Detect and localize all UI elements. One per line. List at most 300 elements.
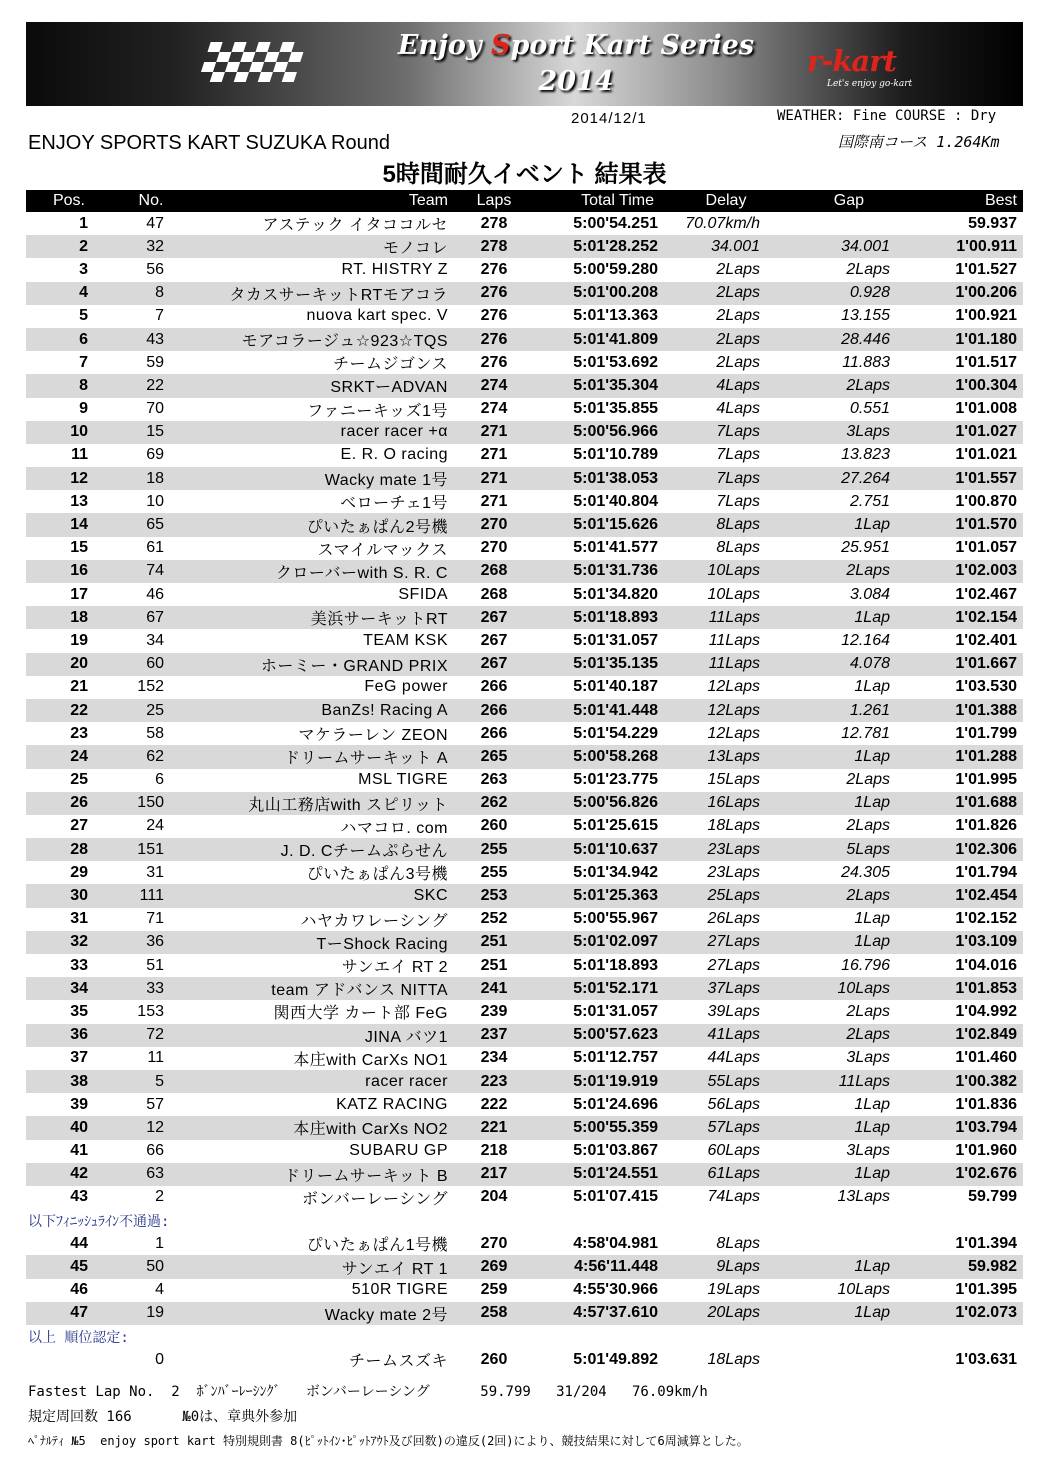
- table-row: [26, 583, 1023, 606]
- cell-gap: 2Laps: [846, 1002, 890, 1020]
- table-row: [26, 676, 1023, 699]
- cell-gap: 28.446: [790, 328, 894, 351]
- cell-pos: 26: [26, 792, 112, 815]
- cell-delay: 23Laps: [662, 838, 790, 861]
- cell-delay: 10Laps: [662, 560, 790, 583]
- cell-gap: 2Laps: [790, 560, 894, 583]
- cell-best: 1'01.667: [894, 653, 1023, 676]
- table-row: [26, 1000, 1023, 1023]
- cell-gap: 1.261: [790, 699, 894, 722]
- cell-team: モアコラージュ☆923☆TQS: [190, 328, 450, 351]
- cell-team: ボンバーレーシング: [301, 1190, 448, 1208]
- cell-time: 5:01'41.448: [538, 699, 662, 722]
- cell-best: 1'02.152: [955, 910, 1017, 928]
- cell-pos: 45: [26, 1255, 112, 1278]
- cell-gap: 3Laps: [790, 421, 894, 444]
- cell-team: SUBARU GP: [349, 1142, 448, 1160]
- results-table: [26, 190, 1023, 1371]
- col-header-laps: Laps: [450, 190, 538, 212]
- cell-team: ハヤカワレーシング: [300, 912, 448, 930]
- cell-time: 5:00'58.268: [538, 745, 662, 768]
- cell-gap: 2Laps: [790, 884, 894, 907]
- cell-best: 1'01.960: [955, 1142, 1017, 1160]
- cell-no: 5: [112, 1070, 190, 1093]
- col-header-gap: Gap: [790, 190, 894, 212]
- cell-pos: 41: [70, 1142, 88, 1160]
- table-row: [26, 513, 1023, 536]
- cell-laps: 239: [480, 1002, 508, 1020]
- cell-time: 5:00'55.967: [573, 910, 658, 928]
- cell-no: 32: [112, 235, 190, 258]
- cell-laps: 270: [480, 1234, 508, 1252]
- cell-best: 1'01.853: [894, 977, 1023, 1000]
- table-row: [26, 305, 1023, 328]
- cell-no: 67: [112, 606, 190, 629]
- cell-laps: 259: [480, 1281, 508, 1299]
- header-banner: [26, 22, 1023, 106]
- table-row: [26, 815, 1023, 838]
- cell-laps: 267: [480, 631, 508, 649]
- cell-gap: 3Laps: [846, 1142, 890, 1160]
- cell-team: スマイルマックス: [317, 541, 448, 559]
- cell-pos: 5: [79, 307, 88, 325]
- cell-no: 22: [112, 374, 190, 397]
- cell-laps: 218: [480, 1142, 508, 1160]
- cell-pos: 1: [79, 214, 88, 232]
- cell-best: 1'00.911: [894, 235, 1023, 258]
- cell-best: 1'03.109: [894, 931, 1023, 954]
- cell-delay: 2Laps: [716, 260, 760, 278]
- cell-no: 74: [112, 560, 190, 583]
- cell-delay: 18Laps: [707, 1350, 760, 1368]
- cell-no: 36: [112, 931, 190, 954]
- cell-laps: 251: [480, 956, 508, 974]
- col-header-best: Best: [894, 190, 1023, 212]
- cell-delay: 41Laps: [662, 1024, 790, 1047]
- cell-laps: 265: [450, 745, 538, 768]
- table-row: [26, 838, 1023, 861]
- cell-delay: 61Laps: [662, 1163, 790, 1186]
- table-row: [26, 1348, 1023, 1371]
- cell-delay: 23Laps: [707, 863, 760, 881]
- penalty-note: ﾍﾟﾅﾙﾃｨ №5 enjoy sport kart 特別規則書 8(ﾋﾟｯﾄｲﾝ･ﾋﾟｯﾄｱｳﾄ及び回数)の違反(2回)により、競技結果に対して6周減算とした。: [28, 1434, 749, 1448]
- table-row: [26, 398, 1023, 421]
- cell-delay: 7Laps: [662, 467, 790, 490]
- cell-delay: 13Laps: [662, 745, 790, 768]
- series-year: 2014: [538, 66, 614, 97]
- cell-delay: 26Laps: [707, 910, 760, 928]
- cell-pos: 28: [26, 838, 112, 861]
- cell-no: 43: [112, 328, 190, 351]
- cell-best: 1'01.995: [955, 771, 1017, 789]
- cell-laps: 234: [480, 1049, 508, 1067]
- cell-best: 1'03.631: [955, 1350, 1017, 1368]
- cell-no: 19: [112, 1302, 190, 1325]
- cell-delay: 15Laps: [707, 771, 760, 789]
- cell-laps: 276: [450, 328, 538, 351]
- cell-no: 70: [146, 400, 164, 418]
- cell-best: 1'04.016: [955, 956, 1017, 974]
- cell-pos: 47: [26, 1302, 112, 1325]
- cell-team: タカスサーキットRTモアコラ: [190, 282, 450, 305]
- cell-gap: [790, 212, 894, 235]
- cell-time: 5:01'38.053: [538, 467, 662, 490]
- cell-pos: 20: [26, 653, 112, 676]
- cell-time: 4:58'04.981: [573, 1234, 658, 1252]
- table-row: [26, 1093, 1023, 1116]
- cell-time: 5:01'25.615: [573, 817, 658, 835]
- table-row: [26, 1232, 1023, 1255]
- cell-pos: 13: [70, 492, 88, 510]
- cell-gap: 12.164: [841, 631, 890, 649]
- cell-best: 1'01.027: [894, 421, 1023, 444]
- cell-pos: 38: [26, 1070, 112, 1093]
- cell-no: 4: [155, 1281, 164, 1299]
- cell-delay: 7Laps: [662, 421, 790, 444]
- cell-team: Wacky mate 1号: [190, 467, 450, 490]
- series-title-part: Enjoy: [397, 30, 491, 61]
- cell-time: 5:01'24.551: [538, 1163, 662, 1186]
- cell-pos: 3: [79, 260, 88, 278]
- cell-best: 1'01.008: [955, 400, 1017, 418]
- cell-pos: 19: [70, 631, 88, 649]
- cell-pos: 29: [70, 863, 88, 881]
- cell-best: 1'01.021: [955, 446, 1017, 464]
- table-row: [26, 769, 1023, 792]
- cell-no: 153: [137, 1002, 164, 1020]
- cell-laps: 270: [450, 513, 538, 536]
- cell-gap: 10Laps: [790, 977, 894, 1000]
- cell-team: TーShock Racing: [190, 931, 450, 954]
- table-row: [26, 258, 1023, 281]
- cell-time: 5:01'40.804: [573, 492, 658, 510]
- cell-pos: 43: [70, 1188, 88, 1206]
- cell-laps: 217: [450, 1163, 538, 1186]
- cell-time: 5:01'24.696: [573, 1095, 658, 1113]
- event-date: 2014/12/1: [571, 110, 647, 127]
- cell-laps: 271: [480, 446, 508, 464]
- cell-time: 5:01'31.057: [573, 631, 658, 649]
- table-row: [26, 1116, 1023, 1139]
- cell-best: 1'01.799: [955, 724, 1017, 742]
- cell-best: 1'02.003: [894, 560, 1023, 583]
- cell-team: 510R TIGRE: [351, 1281, 448, 1299]
- cell-delay: 10Laps: [707, 585, 760, 603]
- cell-laps: 276: [480, 353, 508, 371]
- table-row: [26, 722, 1023, 745]
- table-row: [26, 745, 1023, 768]
- cell-pos: 34: [26, 977, 112, 1000]
- table-row: [26, 374, 1023, 397]
- cell-no: 150: [112, 792, 190, 815]
- cell-time: 5:01'18.893: [538, 606, 662, 629]
- cell-no: 56: [146, 260, 164, 278]
- cell-pos: 30: [26, 884, 112, 907]
- cell-laps: 271: [480, 492, 508, 510]
- cell-gap: 16.796: [841, 956, 890, 974]
- cell-no: 34: [146, 631, 164, 649]
- cell-no: 151: [112, 838, 190, 861]
- cell-gap: 3.084: [849, 585, 890, 603]
- cell-team: ぴいたぁぱん2号機: [190, 513, 450, 536]
- cell-pos: 27: [70, 817, 88, 835]
- cell-laps: 262: [450, 792, 538, 815]
- cell-laps: 260: [480, 817, 508, 835]
- cell-time: 5:00'57.623: [538, 1024, 662, 1047]
- r-kart-logo: [799, 42, 939, 92]
- table-row: [26, 977, 1023, 1000]
- table-row: [26, 1279, 1023, 1302]
- cell-best: 1'00.921: [955, 307, 1017, 325]
- cell-pos: 32: [26, 931, 112, 954]
- cell-time: 5:01'07.415: [573, 1188, 658, 1206]
- cell-time: 5:01'00.208: [538, 282, 662, 305]
- cell-time: 5:00'59.280: [573, 260, 658, 278]
- table-row: [26, 861, 1023, 884]
- cell-gap: 1Lap: [790, 931, 894, 954]
- cell-best: 59.937: [968, 214, 1017, 232]
- cell-time: 5:01'13.363: [573, 307, 658, 325]
- cell-team: ぴいたぁぱん1号機: [306, 1237, 448, 1255]
- cell-delay: 39Laps: [707, 1002, 760, 1020]
- table-row: [26, 699, 1023, 722]
- cell-pos: 39: [70, 1095, 88, 1113]
- cell-delay: 2Laps: [716, 353, 760, 371]
- cell-delay: 20Laps: [662, 1302, 790, 1325]
- cell-pos: 35: [70, 1002, 88, 1020]
- cell-time: 5:01'49.892: [573, 1350, 658, 1368]
- cell-time: 5:01'03.867: [573, 1142, 658, 1160]
- cell-gap: 2Laps: [846, 771, 890, 789]
- cell-best: 59.799: [968, 1188, 1017, 1206]
- cell-laps: 267: [450, 606, 538, 629]
- cell-gap: 13.823: [841, 446, 890, 464]
- section-label: 以下ﾌｨﾆｯｼｭﾗｲﾝ不通過:: [26, 1209, 1023, 1232]
- cell-time: 5:01'31.736: [538, 560, 662, 583]
- cell-gap: 1Lap: [854, 678, 890, 696]
- cell-time: 5:01'34.942: [573, 863, 658, 881]
- cell-no: 25: [112, 699, 190, 722]
- cell-pos: 23: [70, 724, 88, 742]
- cell-gap: 13Laps: [837, 1188, 890, 1206]
- cell-best: 1'01.794: [955, 863, 1017, 881]
- cell-laps: 241: [450, 977, 538, 1000]
- table-row: [26, 1140, 1023, 1163]
- cell-no: 15: [112, 421, 190, 444]
- cell-gap: [790, 1348, 894, 1371]
- checkered-flag-icon: [194, 38, 314, 90]
- cell-team: ドリームサーキット B: [190, 1163, 450, 1186]
- cell-team: SFIDA: [398, 585, 448, 603]
- cell-laps: 253: [450, 884, 538, 907]
- cell-delay: 12Laps: [707, 724, 760, 742]
- table-row: [26, 1163, 1023, 1186]
- cell-team: SRKTーADVAN: [190, 374, 450, 397]
- cell-pos: 12: [26, 467, 112, 490]
- table-row: [26, 282, 1023, 305]
- cell-pos: 17: [70, 585, 88, 603]
- cell-team: サンエイ RT 1: [190, 1255, 450, 1278]
- section-row: [26, 1209, 1023, 1232]
- cell-best: 1'01.460: [955, 1049, 1017, 1067]
- table-row: [26, 537, 1023, 560]
- cell-best: 1'02.467: [955, 585, 1017, 603]
- table-row: [26, 444, 1023, 467]
- cell-no: 47: [146, 214, 164, 232]
- cell-best: 1'01.394: [955, 1234, 1017, 1252]
- cell-best: 1'01.517: [955, 353, 1017, 371]
- cell-laps: 255: [450, 838, 538, 861]
- cell-no: 69: [146, 446, 164, 464]
- cell-pos: 7: [79, 353, 88, 371]
- cell-laps: 221: [450, 1116, 538, 1139]
- col-header-total-time: Total Time: [538, 190, 662, 212]
- cell-time: 5:01'41.577: [573, 539, 658, 557]
- cell-laps: 223: [450, 1070, 538, 1093]
- cell-no: 6: [155, 771, 164, 789]
- cell-pos: 24: [26, 745, 112, 768]
- cell-laps: 270: [480, 539, 508, 557]
- cell-laps: 269: [450, 1255, 538, 1278]
- cell-delay: 8Laps: [662, 513, 790, 536]
- cell-pos: 21: [70, 678, 88, 696]
- cell-pos: 2: [26, 235, 112, 258]
- cell-team: Wacky mate 2号: [190, 1302, 450, 1325]
- cell-no: 11: [147, 1049, 164, 1067]
- cell-no: 12: [112, 1116, 190, 1139]
- cell-time: 5:01'53.692: [573, 353, 658, 371]
- cell-no: 59: [146, 353, 164, 371]
- cell-best: 1'01.826: [955, 817, 1017, 835]
- cell-best: 1'01.527: [955, 260, 1017, 278]
- weather-info: WEATHER: Fine COURSE : Dry: [777, 108, 997, 124]
- table-row: [26, 490, 1023, 513]
- table-row: [26, 421, 1023, 444]
- cell-delay: 7Laps: [716, 446, 760, 464]
- cell-best: 1'02.401: [955, 631, 1017, 649]
- cell-pos: 15: [70, 539, 88, 557]
- cell-team: JINA バツ1: [190, 1024, 450, 1047]
- cell-time: 5:01'40.187: [573, 678, 658, 696]
- cell-gap: 1Lap: [854, 1095, 890, 1113]
- cell-delay: 12Laps: [662, 699, 790, 722]
- cell-no: 50: [112, 1255, 190, 1278]
- cell-time: 5:01'10.789: [573, 446, 658, 464]
- cell-team: nuova kart spec. V: [306, 307, 448, 325]
- cell-time: 5:01'10.637: [538, 838, 662, 861]
- cell-time: 5:01'31.057: [573, 1002, 658, 1020]
- cell-team: ぴいたぁぱん3号機: [306, 866, 448, 884]
- table-row: [26, 1302, 1023, 1325]
- cell-time: 5:00'55.359: [538, 1116, 662, 1139]
- cell-pos: 36: [26, 1024, 112, 1047]
- table-row: [26, 1070, 1023, 1093]
- cell-team: ドリームサーキット A: [190, 745, 450, 768]
- cell-team: FeG power: [364, 678, 448, 696]
- cell-team: racer racer: [190, 1070, 450, 1093]
- cell-best: 1'01.688: [894, 792, 1023, 815]
- cell-laps: 271: [450, 467, 538, 490]
- cell-delay: 8Laps: [716, 539, 760, 557]
- cell-delay: 44Laps: [707, 1049, 760, 1067]
- cell-time: 5:01'35.304: [538, 374, 662, 397]
- cell-laps: 237: [450, 1024, 538, 1047]
- col-header-team: Team: [190, 190, 450, 212]
- cell-team: 美浜サーキットRT: [190, 606, 450, 629]
- cell-no: 65: [112, 513, 190, 536]
- course-info: 国際南コース 1.264Km: [838, 133, 1000, 151]
- cell-pos: 40: [26, 1116, 112, 1139]
- cell-time: 5:00'56.966: [538, 421, 662, 444]
- cell-no: 7: [155, 307, 164, 325]
- table-row: [26, 351, 1023, 374]
- cell-laps: 276: [480, 260, 508, 278]
- cell-delay: 19Laps: [707, 1281, 760, 1299]
- cell-gap: 34.001: [790, 235, 894, 258]
- table-row: [26, 1186, 1023, 1209]
- round-name: ENJOY SPORTS KART SUZUKA Round: [28, 132, 390, 154]
- cell-delay: 9Laps: [662, 1255, 790, 1278]
- cell-gap: 1Lap: [790, 1255, 894, 1278]
- cell-delay: 60Laps: [707, 1142, 760, 1160]
- cell-gap: 5Laps: [790, 838, 894, 861]
- cell-team: 関西大学 カート部 FeG: [273, 1005, 448, 1023]
- cell-time: 5:01'15.626: [538, 513, 662, 536]
- cell-no: 10: [146, 492, 164, 510]
- cell-time: 5:00'56.826: [538, 792, 662, 815]
- cell-laps: 263: [480, 771, 508, 789]
- cell-team: J. D. Cチームぷらせん: [190, 838, 450, 861]
- section-label: 以上 順位認定:: [26, 1325, 1023, 1348]
- cell-time: 5:00'54.251: [573, 214, 658, 232]
- series-title-accent: S: [490, 30, 511, 61]
- cell-time: 5:01'18.893: [573, 956, 658, 974]
- cell-team: クローバーwith S. R. C: [190, 560, 450, 583]
- cell-gap: [790, 1232, 894, 1255]
- cell-delay: 74Laps: [707, 1188, 760, 1206]
- cell-delay: 27Laps: [707, 956, 760, 974]
- cell-delay: 2Laps: [716, 307, 760, 325]
- cell-gap: 1Lap: [790, 606, 894, 629]
- cell-team: KATZ RACING: [336, 1095, 448, 1113]
- cell-team: モノコレ: [190, 235, 450, 258]
- cell-gap: 1Lap: [854, 910, 890, 928]
- cell-laps: 252: [480, 910, 508, 928]
- cell-delay: 11Laps: [662, 653, 790, 676]
- cell-time: 5:01'02.097: [538, 931, 662, 954]
- table-row: [26, 1024, 1023, 1047]
- cell-gap: 11Laps: [790, 1070, 894, 1093]
- table-header-row: [26, 190, 1023, 212]
- cell-pos: 6: [26, 328, 112, 351]
- cell-laps: 204: [480, 1188, 508, 1206]
- cell-gap: 1Lap: [790, 1302, 894, 1325]
- col-header-delay: Delay: [662, 190, 790, 212]
- cell-team: サンエイ RT 2: [341, 959, 448, 977]
- cell-no: 31: [146, 863, 164, 881]
- cell-laps: 255: [480, 863, 508, 881]
- logo-subtext: Let's enjoy go-kart: [827, 79, 913, 89]
- cell-best: 1'01.570: [894, 513, 1023, 536]
- table-row: [26, 606, 1023, 629]
- cell-delay: 7Laps: [716, 492, 760, 510]
- cell-no: 63: [112, 1163, 190, 1186]
- cell-no: 152: [137, 678, 164, 696]
- cell-pos: 46: [70, 1281, 88, 1299]
- cell-gap: 0.928: [790, 282, 894, 305]
- cell-time: 5:01'41.809: [538, 328, 662, 351]
- cell-team: ベローチェ1号: [340, 495, 448, 513]
